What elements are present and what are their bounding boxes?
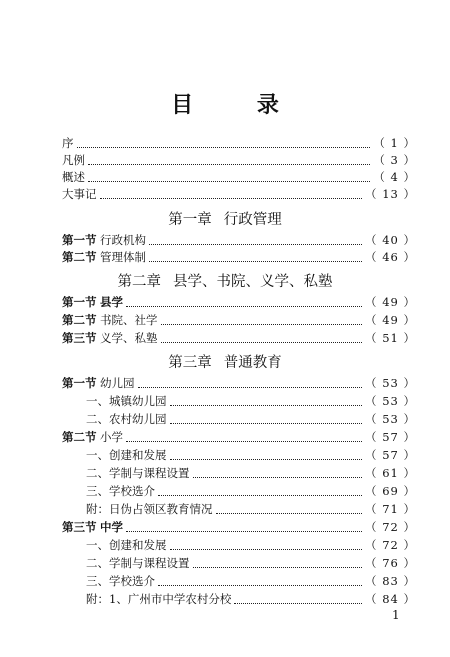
toc-subentry[interactable] <box>62 411 416 427</box>
leader-dots <box>149 261 362 262</box>
toc-page: （ 3 ） <box>373 153 416 167</box>
toc-label: 中学 <box>100 520 123 534</box>
leader-dots <box>161 324 363 325</box>
leader-dots <box>170 405 363 406</box>
section-number: 第一节 <box>62 376 97 390</box>
leader-dots <box>193 477 363 478</box>
toc-label: 义学、私塾 <box>100 331 158 345</box>
toc-label: 三、学校选介 <box>86 574 155 588</box>
chapter-heading <box>0 351 450 372</box>
leader-dots <box>149 244 362 245</box>
section-number: 第二节 <box>62 430 97 444</box>
toc-entry[interactable] <box>62 375 416 391</box>
section-number: 第一节 <box>62 295 97 309</box>
toc-label: 一、城镇幼儿园 <box>86 394 167 408</box>
section-number: 第一节 <box>62 233 97 247</box>
toc-label: 附：1、广州市中学农村分校 <box>86 592 232 606</box>
toc-entry[interactable] <box>62 312 416 328</box>
leader-dots <box>216 513 363 514</box>
toc-subentry[interactable] <box>62 465 416 481</box>
toc-label: 概述 <box>62 170 85 184</box>
section-number: 第三节 <box>62 331 97 345</box>
page-title: 目 录 <box>171 92 307 118</box>
toc-entry[interactable] <box>62 519 416 535</box>
chapter-number: 第一章 <box>168 212 212 228</box>
chapter-title: 行政管理 <box>223 212 282 228</box>
toc-label: 管理体制 <box>100 250 146 264</box>
toc-page: （ 76 ） <box>365 556 416 570</box>
toc-page: （ 49 ） <box>365 313 416 327</box>
toc-entry-chronicle[interactable] <box>62 186 416 202</box>
leader-dots <box>138 387 363 388</box>
toc-page: （ 84 ） <box>365 592 416 606</box>
toc-entry[interactable] <box>62 232 416 248</box>
leader-dots <box>170 423 363 424</box>
toc-page: （ 53 ） <box>365 412 416 426</box>
leader-dots <box>158 585 362 586</box>
toc-page: （ 83 ） <box>365 574 416 588</box>
toc-entry-overview[interactable] <box>62 169 416 185</box>
toc-entry[interactable] <box>62 330 416 346</box>
toc-page: （ 71 ） <box>365 502 416 516</box>
leader-dots <box>88 181 370 182</box>
toc-entry[interactable] <box>62 249 416 265</box>
chapter-heading <box>0 208 450 229</box>
toc-page: （ 61 ） <box>365 466 416 480</box>
toc-page: （ 4 ） <box>373 170 416 184</box>
toc-page: （ 46 ） <box>365 250 416 264</box>
toc-entry[interactable] <box>62 294 416 310</box>
toc-subentry[interactable] <box>62 537 416 553</box>
toc-subentry[interactable] <box>62 393 416 409</box>
section-number: 第三节 <box>62 520 97 534</box>
leader-dots <box>77 147 371 148</box>
chapter-heading <box>0 270 450 291</box>
toc-label: 大事记 <box>62 187 97 201</box>
toc-page: （ 57 ） <box>365 448 416 462</box>
toc-label: 附：日伪占领区教育情况 <box>86 502 213 516</box>
toc-page: （ 1 ） <box>373 136 416 150</box>
toc-subentry[interactable] <box>62 483 416 499</box>
toc-page: （ 13 ） <box>365 187 416 201</box>
leader-dots <box>170 459 363 460</box>
chapter-number: 第二章 <box>117 274 161 290</box>
toc-label: 县学 <box>100 295 123 309</box>
toc-label: 二、学制与课程设置 <box>86 556 190 570</box>
toc-label: 一、创建和发展 <box>86 448 167 462</box>
toc-subentry[interactable] <box>62 555 416 571</box>
leader-dots <box>170 549 363 550</box>
leader-dots <box>161 342 363 343</box>
leader-dots <box>88 164 370 165</box>
chapter-title: 县学、书院、义学、私塾 <box>173 274 333 290</box>
toc-page: （ 53 ） <box>365 394 416 408</box>
toc-label: 行政机构 <box>100 233 146 247</box>
toc-label: 凡例 <box>62 153 85 167</box>
toc-entry-notes[interactable] <box>62 152 416 168</box>
toc-page: （ 72 ） <box>365 538 416 552</box>
leader-dots <box>126 306 362 307</box>
toc-page: （ 72 ） <box>365 520 416 534</box>
section-number: 第二节 <box>62 250 97 264</box>
toc-label: 三、学校选介 <box>86 484 155 498</box>
section-number: 第二节 <box>62 313 97 327</box>
toc-label: 二、学制与课程设置 <box>86 466 190 480</box>
toc-subentry[interactable] <box>62 501 416 517</box>
leader-dots <box>193 567 363 568</box>
toc-label: 幼儿园 <box>100 376 135 390</box>
page-number: 1 <box>392 608 400 622</box>
chapter-number: 第三章 <box>168 355 212 371</box>
toc-page: （ 49 ） <box>365 295 416 309</box>
toc-label: 序 <box>62 136 74 150</box>
toc-entry-preface[interactable] <box>62 135 416 151</box>
leader-dots <box>126 441 362 442</box>
toc-label: 一、创建和发展 <box>86 538 167 552</box>
toc-page: （ 53 ） <box>365 376 416 390</box>
toc-subentry[interactable] <box>62 573 416 589</box>
toc-label: 二、农村幼儿园 <box>86 412 167 426</box>
toc-page: （ 57 ） <box>365 430 416 444</box>
leader-dots <box>126 531 362 532</box>
leader-dots <box>234 603 362 604</box>
chapter-title: 普通教育 <box>223 355 282 371</box>
toc-subentry[interactable] <box>62 447 416 463</box>
toc-subentry[interactable] <box>62 591 416 607</box>
leader-dots <box>158 495 362 496</box>
toc-label: 小学 <box>100 430 123 444</box>
toc-page: （ 69 ） <box>365 484 416 498</box>
leader-dots <box>100 198 363 199</box>
toc-page: （ 51 ） <box>365 331 416 345</box>
toc-page: （ 40 ） <box>365 233 416 247</box>
toc-label: 书院、社学 <box>100 313 158 327</box>
toc-entry[interactable] <box>62 429 416 445</box>
